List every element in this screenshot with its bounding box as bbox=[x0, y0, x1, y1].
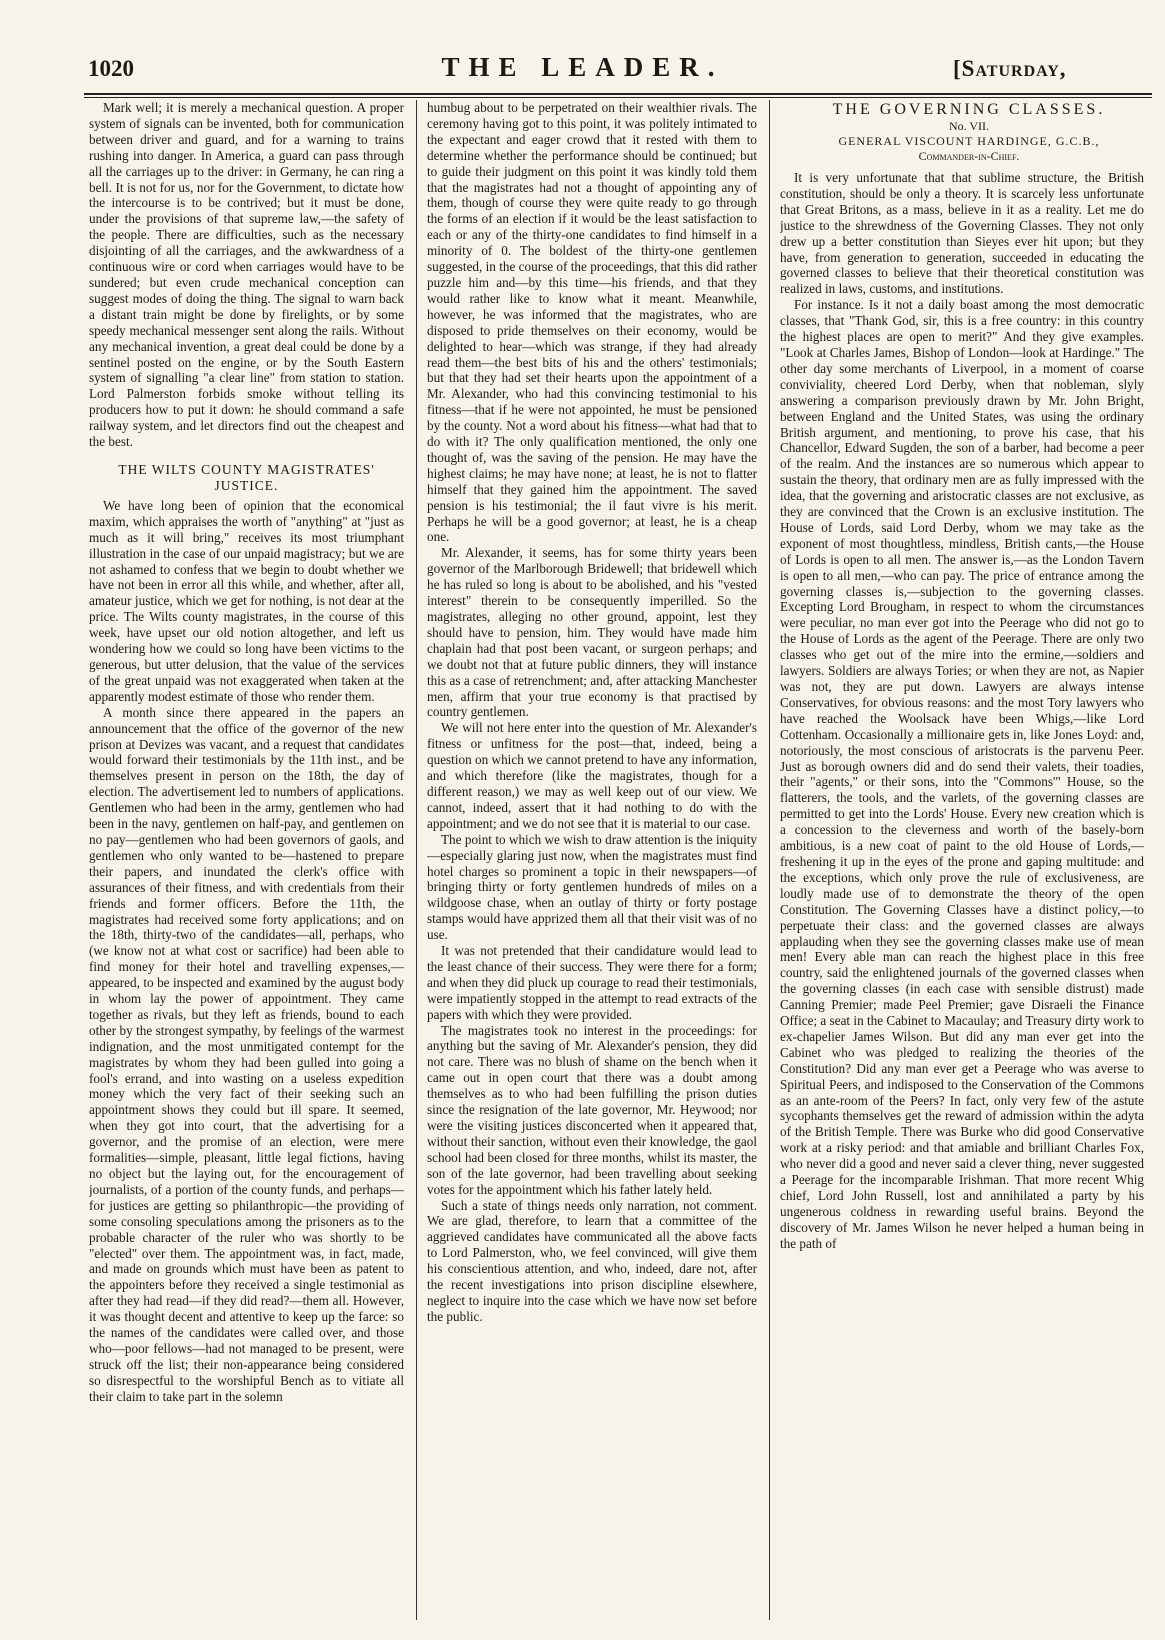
paragraph: The magistrates took no interest in the proceedings: for anything but the saving of Mr. Alexander's pension, they did not care. There was no blush of shame on the bench when it came out in open court that there was a doubt among themselves as to who had been fulfilling the prison duties since the resignation of the late governor, Mr. Heywood; nor were the visiting justices disconcerted when it appeared that, without their sanction, without even their knowledge, the gaol school had been closed for three months, whilst its master, the son of the late governor, had been travelling about seeking votes for the appointment which his father lately held. bbox=[427, 1022, 757, 1197]
paragraph: It was not pretended that their candidature would lead to the least chance of their success. They were there for a form; and when they did pluck up courage to read their testimonials, were impatiently stopped in the attempt to read extracts of the papers with which they were provided. bbox=[427, 943, 757, 1022]
article-number: No. VII. bbox=[948, 119, 990, 133]
column-2 bbox=[427, 100, 757, 1620]
article-subject-role: Commander-in-Chief. bbox=[918, 149, 1020, 163]
paragraph: For instance. Is it not a daily boast among the most democratic classes, that "Thank God, sir, this is a free country: in this country the highest places are open to merit?" And they give examples. "Look at Charles James, Bishop of London—look at Hardinge." The other day some merchants of Liverpool, in a moment of coarse conviviality, cheered Lord Derby, when that nobleman, slyly answering a comparison previously drawn by Mr. John Bright, between England and the United States, was using the ordinary British argument, and mentioning, to prove his case, that his Chancellor, Edward Sugden, the son of a barber, had become a peer of the realm. And the instances are so numerous which appear to sustain the theory, that ordinary men are as fully impressed with the idea, that the governing and aristocratic classes are not exclusive, as they are convinced that the Crown is an exclusive institution. The House of Lords, said Lord Derby, whom we may take as the exponent of most thoughtless, mindless, British cants,—the House of Lords is open to all men. The answer is,—as the London Tavern is open to all men,—who can pay. The price of entrance among the governing classes is,—subjection to the governing classes. Excepting Lord Brougham, in respect to whom the circumstances were peculiar, no man ever got into the Peerage who did not go to the House of Lords as the agent of the Peerage. There are only two classes who get out of the mire into the ermine,—soldiers and lawyers. Soldiers are always Tories; or when they are not, as Napier was not, they are put down. Lawyers are always intense Conservatives, for obvious reasons: and the most Tory lawyers who have reached the Woolsack have been Whigs,—like Lord Cottenham. Occasionally a millionaire gets in, like Jones Loyd: and, notoriously, the most conscious of aristocrats is the parvenu Peer. Just as borough owners did and do send their valets, their toadies, their "agents," or their sons, into the "Commons'" House, so the flatterers, the tools, and the varlets, of the governing classes are permitted to get into the Lords' House. Every new creation which is a concession to the cleverness and worth of the basely-born ambitious, is a new coat of paint to the old House of Lords,—freshening it up in the eyes of the prone and gaping multitude: and the exceptions, which only prove the rule of exclusiveness, are loudly made use of to demonstrate the theory of the open Constitution. The Governing Classes have a distinct policy,—to perpetuate their class: and the governed classes are always applauding when they see the governing classes make use of mean men! Every able man can reach the highest place in this free country, said the enlightened journals of the governed classes when the governing classes (in each case with sensible distrust) made Canning Premier; made Peel Premier; gave Disraeli the Finance Office; a seat in the Cabinet to Macaulay; and Treasury dirty work to ex-chapelier James Wilson. But did any man ever get into the Cabinet who was pledged to realizing the theories of the Constitution? Did any man ever get a Peerage who was averse to Spiritual Peers, and indisposed to the Conservation of the Commons as an ante-room of the Peers? In fact, only very few of the astute sycophants themselves get the reward of admission within the adyta of the British Temple. There was Burke who did good Conservative work at a risky period: and that amiable and brilliant Charles Fox, who never did a good and never said a clever thing, never suggested a Peerage for the incomparable Irishman. That more recent Whig chief, Lord John Russell, lost and annihilated a party by his ungenerous coldness in rewarding useful brains. Beyond the discovery of Mr. James Wilson he never helped a human being in the path of bbox=[780, 297, 1144, 1251]
column-divider bbox=[769, 100, 770, 1620]
column-1 bbox=[89, 100, 404, 1620]
masthead: THE LEADER. bbox=[441, 52, 724, 82]
paragraph: humbug about to be perpetrated on their wealthier rivals. The ceremony having got to this point, it was politely intimated to the expectant and eager crowd that it rested with them to determine whether the performance should be continued; but to guide their judgment on this point it was kindly told them that the magistrates had not a thought of appointing any of them, though of course they were quite ready to go through the forms of an election if it would be the least satisfaction to each or any of the thirty-one candidates to find himself in a minority of 0. The boldest of the thirty-one gentlemen suggested, in the course of the proceedings, that this did rather puzzle him and—by this time—his friends, and that they would rather like to know what it meant. Meanwhile, however, he was informed that the magistrates, who are disposed to pride themselves on their economy, would be delighted to hear—which was strange, if they had already read them—the best bits of his and the others' testimonials; but that they had set their hearts upon the appointment of a Mr. Alexander, who had this convincing testimonial to his fitness—that if he were not appointed, he must be pensioned by the county. Not a word about his fitness—what had that to do with it? The only qualification mentioned, the only one thought of, was the saving of the pension. He may have the highest claims; he may have none; at least, he is not to flatter himself that they gained him the appointment. The saved pension is his testimonial; the il faut vivre is his merit. Perhaps he will be a good governor; at least, he is a cheap one. bbox=[427, 100, 757, 545]
header-rule-thin bbox=[84, 97, 1152, 98]
paragraph: Mark well; it is merely a mechanical question. A proper system of signals can be invented, both for communication between driver and guard, and for a warning to trains rushing into danger. In America, a guard can pass through all the carriages up to the driver: in Germany, he can ring a bell. It is not for us, nor for the Government, to dictate how the intercourse is to be contrived; but it must be done, under the provisions of that supreme law,—the safety of the people. There are difficulties, such as the necessary disjointing of all the carriages, and the awkwardness of a continuous wire or cord when carriages would have to be sundered; but even crude mechanical conception can suggest modes of doing the thing. The signal to warn back a distant train might be done by firelights, or by some speedy mechanical messenger sent along the rails. Without any mechanical invention, a great deal could be done by a sentinel posted on the engine, or by the South Eastern system of signalling "a clear line" from station to station. Lord Palmerston forbids smoke without telling its producers how to put it down: he should command a safe railway system, and let directors find out the cheapest and the best. bbox=[89, 100, 404, 450]
paragraph: A month since there appeared in the papers an announcement that the office of the governor of the new prison at Devizes was vacant, and a request that candidates would forward their testimonials by the 11th inst., and be themselves present in person on the 18th, the day of election. The advertisement led to numbers of applications. Gentlemen who had been in the army, gentlemen who had been in the navy, gentlemen on half-pay, and gentlemen on no pay—gentlemen who had been governors of gaols, and gentlemen who only wanted to be—hastened to prepare their papers, and inundated the clerk's office with assurances of their fitness, and with credentials from their friends and former officers. Before the 11th, the magistrates had received some forty applications; and on the 18th, thirty-two of the candidates—all, perhaps, who (we know not at what cost or sacrifice) had been able to find money for their hotel and travelling expenses,—appeared, to be inspected and examined by the august body in whom lay the power of appointment. They came together as rivals, but they left as friends, bound to each other by the strongest sympathy, by feelings of the warmest indignation, and the most unmitigated contempt for the magistrates by whom they had been gulled into going a fool's errand, and into wasting on a useless expedition money which the very fact of their seeking such an appointment shows they could but ill spare. It seemed, when they got into court, that the advertising for a governor, and the promise of an election, were mere formalities—simple, pleasant, little legal fictions, having no object but the laying out, for the encouragement of journalists, of a portion of the county funds, and perhaps—for justices are getting so philanthropic—the providing of some consoling speculations among the prisoners as to the probable character of the ruler who was shortly to be "elected" over them. The appointment was, in fact, made, and made on grounds which must have been as patent to the appointers before they received a single testimonial as after they had read—if they did read?—them all. However, it was thought decent and attentive to keep up the farce: so the names of the candidates were called over, and those who—poor fellows—had not managed to be present, were struck off the list; their non-appearance being considered so disrespectful to the worshipful Bench as to vitiate all their claim to take part in the solemn bbox=[89, 704, 404, 1404]
issue-date: [Saturday, bbox=[953, 56, 1067, 81]
article-subject: GENERAL VISCOUNT HARDINGE, G.C.B., bbox=[838, 134, 1100, 148]
paragraph: We will not here enter into the question of Mr. Alexander's fitness or unfitness for the post—that, indeed, being a question on which we cannot pretend to have any information, and which therefore (like the magistrates, though for a different reason,) we may as well keep out of our view. We cannot, indeed, assert that it had nothing to do with the appointment; and we do not see that it is material to our case. bbox=[427, 720, 757, 831]
header-rule bbox=[84, 93, 1152, 95]
page-header bbox=[0, 52, 1165, 92]
paragraph: We have long been of opinion that the economical maxim, which appraises the worth of "anything" at "just as much as it will bring," receives its most triumphant illustration in the case of our unpaid magistracy; but we are not ashamed to confess that we begin to doubt whether we have not been in error all this while, and whether, after all, amateur justice, which we get for nothing, is not dear at the price. The Wilts county magistrates, in the course of this week, have upset our old notion altogether, and left us wondering how we could so long have been victims to the generous, but utter delusion, that the value of the services of the great unpaid was not exaggerated when taken at the apparently modest estimate of those who render them. bbox=[89, 497, 404, 704]
paragraph: Such a state of things needs only narration, not comment. We are glad, therefore, to learn that a committee of the aggrieved candidates have communicated all the above facts to Lord Palmerston, who, we feel convinced, will give them his conscientious attention, and who, indeed, dare not, after the recent investigations into prison discipline elsewhere, neglect to inquire into the case which we have now set before the public. bbox=[427, 1197, 757, 1324]
article-title: THE WILTS COUNTY MAGISTRATES' JUSTICE. bbox=[118, 461, 375, 493]
page-number: 1020 bbox=[88, 56, 134, 81]
column-divider bbox=[416, 100, 417, 1620]
paragraph: Mr. Alexander, it seems, has for some thirty years been governor of the Marlborough Bridewell; that bridewell which he has ruled so long is about to be abolished, and his "vested interest" therein to be consequently imperilled. So the magistrates, alleging no other ground, appoint, lest they should have to pension, him. They would have made him chaplain had that post been vacant, or surgeon perhaps; and we doubt not that at future public dinners, they will instance this as a case of retrenchment; and, after attacking Manchester men, affirm that your true economy is that practised by country gentlemen. bbox=[427, 545, 757, 720]
column-3 bbox=[780, 100, 1144, 1620]
paragraph: It is very unfortunate that that sublime structure, the British constitution, should be only a theory. It is scarcely less unfortunate that Great Britons, as a mass, believe in it as a reality. Let me do justice to the shrewdness of the Governing Classes. They not only drew up a better constitution than Sieyes ever hit upon; but they have, from generation to generation, succeeded in educating the governed classes to believe that their theoretical constitution was realized in laws, customs, and institutions. bbox=[780, 170, 1144, 297]
paragraph: The point to which we wish to draw attention is the iniquity—especially glaring just now, when the magistrates must find hotel charges so prominent a topic in their newspapers—of bringing thirty or forty gentlemen hundreds of miles on a wildgoose chase, when an outlay of thirty or forty postage stamps would have apprized them all that their visit was of no use. bbox=[427, 831, 757, 943]
article-title: THE GOVERNING CLASSES. bbox=[832, 101, 1106, 118]
